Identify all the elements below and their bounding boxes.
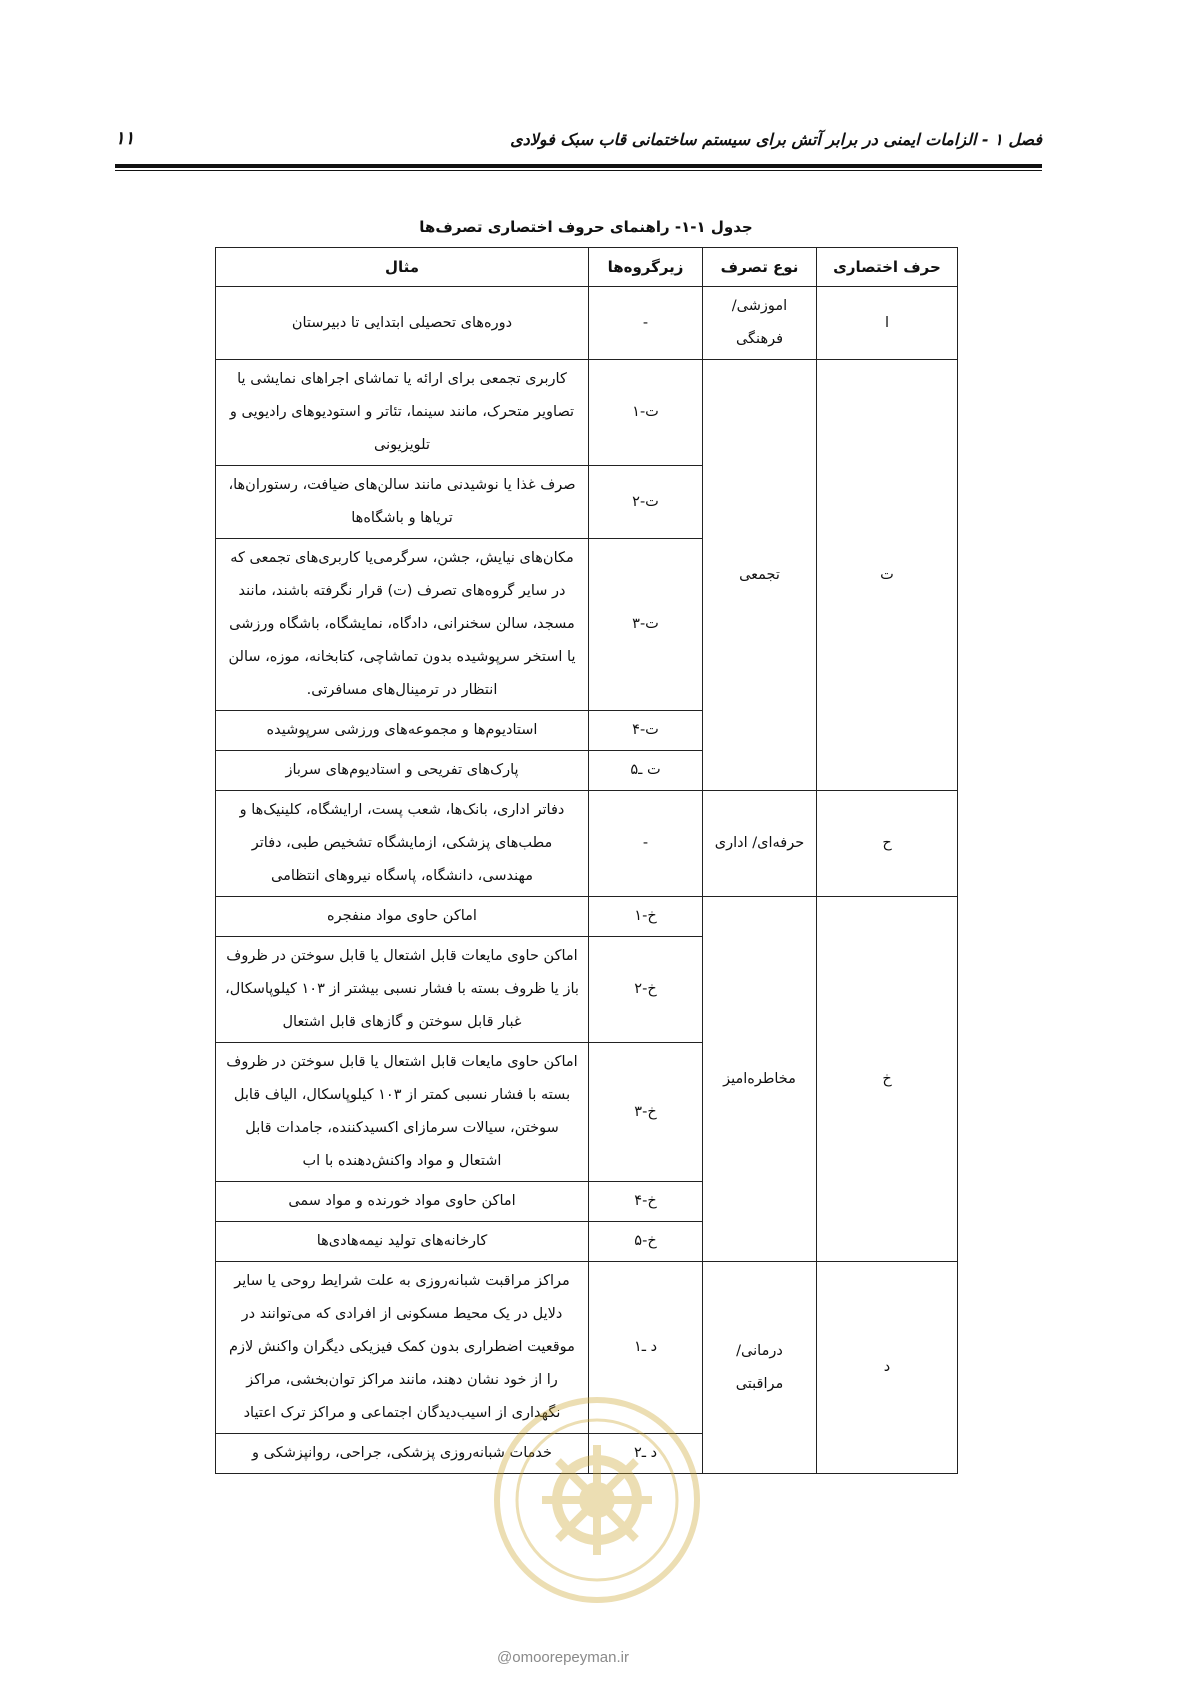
table-caption: جدول ۱-۱- راهنمای حروف اختصاری تصرف‌ها [419, 218, 753, 236]
group-type: حرفه‌ای/ اداری [703, 791, 817, 897]
column-header-letter: حرف اختصاری [817, 248, 958, 287]
example-cell: مکان‌های نیایش، جشن، سرگرمی‌یا کاربری‌های تجمعی که در سایر گروه‌های تصرف (ت) قرار نگرفته باشند، مانند مسجد، سالن سخنرانی، دادگاه، نمایشگاه، باشگاه ورزشی یا استخر سرپوشیده بدون تماشاچی، کتابخانه، موزه، سالن انتظار در ترمینال‌های مسافرتی. [216, 539, 589, 711]
subgroup-cell: خ-۴ [589, 1182, 703, 1222]
subgroup-cell: د ـ۱ [589, 1262, 703, 1434]
column-header-type: نوع تصرف [703, 248, 817, 287]
table-header-row [216, 248, 958, 287]
subgroup-cell: - [589, 791, 703, 897]
example-cell: پارک‌های تفریحی و استادیوم‌های سرباز [216, 751, 589, 791]
group-type: تجمعی [703, 360, 817, 791]
subgroup-cell: خ-۵ [589, 1222, 703, 1262]
example-cell: دوره‌های تحصیلی ابتدایی تا دبیرستان [216, 287, 589, 360]
column-header-example: مثال [216, 248, 589, 287]
example-cell: کاربری تجمعی برای ارائه یا تماشای اجراهای نمایشی یا تصاویر متحرک، مانند سینما، تئاتر و استودیوهای رادیویی و تلویزیونی [216, 360, 589, 466]
seal-watermark [492, 1395, 702, 1605]
subgroup-cell: خ-۳ [589, 1043, 703, 1182]
subgroup-cell: خ-۱ [589, 897, 703, 937]
page-header [115, 124, 1042, 154]
subgroup-cell: د ـ۲ [589, 1434, 703, 1474]
example-cell: استادیوم‌ها و مجموعه‌های ورزشی سرپوشیده [216, 711, 589, 751]
subgroup-cell: ت-۴ [589, 711, 703, 751]
subgroup-cell: ت ـ۵ [589, 751, 703, 791]
group-letter: ا [817, 287, 958, 360]
chapter-title: فصل ۱ - الزامات ایمنی در برابر آتش برای سیستم ساختمانی قاب سبک فولادی [510, 130, 1042, 149]
example-cell: مراکز مراقبت شبانه‌روزی به علت شرایط روحی یا سایر دلایل در یک محیط مسکونی از افرادی که می‌توانند در موقعیت اضطراری بدون کمک فیزیکی دیگران واکنش لازم را از خود نشان دهند، مانند مراکز توان‌بخشی، مراکز نگهداری از اسیب‌دیدگان اجتماعی و مراکز ترک اعتیاد [216, 1262, 589, 1434]
subgroup-cell: ت-۱ [589, 360, 703, 466]
subgroup-cell: ت-۲ [589, 466, 703, 539]
table-row [216, 287, 958, 360]
header-rule-thick [115, 164, 1042, 168]
header-rule-thin [115, 170, 1042, 171]
website-watermark: @omoorepeyman.ir [497, 1649, 629, 1666]
example-cell: اماکن حاوی مایعات قابل اشتعال یا قابل سوختن در ظروف باز یا ظروف بسته با فشار نسبی بیشتر از ۱۰۳ کیلوپاسکال، غبار قابل سوختن و گازهای قابل اشتعال [216, 937, 589, 1043]
group-letter: خ [817, 897, 958, 1262]
example-cell: کارخانه‌های تولید نیمه‌هادی‌ها [216, 1222, 589, 1262]
group-letter: د [817, 1262, 958, 1474]
subgroup-cell: خ-۲ [589, 937, 703, 1043]
occupancy-table [215, 247, 958, 1474]
column-header-subgroup: زیرگروه‌ها [589, 248, 703, 287]
table-row [216, 791, 958, 897]
table-row [216, 360, 958, 466]
subgroup-cell: - [589, 287, 703, 360]
group-letter: ت [817, 360, 958, 791]
example-cell: خدمات شبانه‌روزی پزشکی، جراحی، روانپزشکی و [216, 1434, 589, 1474]
group-type: مخاطره‌امیز [703, 897, 817, 1262]
table-row [216, 897, 958, 937]
group-type: درمانی/ مراقبتی [703, 1262, 817, 1474]
example-cell: دفاتر اداری، بانک‌ها، شعب پست، ارایشگاه، کلینیک‌ها و مطب‌های پزشکی، ازمایشگاه تشخیص طبی، دفاتر مهندسی، دانشگاه، پاسگاه نیروهای انتظامی [216, 791, 589, 897]
example-cell: اماکن حاوی مواد خورنده و مواد سمی [216, 1182, 589, 1222]
example-cell: اماکن حاوی مواد منفجره [216, 897, 589, 937]
page-number: ۱۱ [115, 128, 135, 149]
subgroup-cell: ت-۳ [589, 539, 703, 711]
group-letter: ح [817, 791, 958, 897]
example-cell: صرف غذا یا نوشیدنی مانند سالن‌های ضیافت، رستوران‌ها، تریاها و باشگاه‌ها [216, 466, 589, 539]
example-cell: اماکن حاوی مایعات قابل اشتعال یا قابل سوختن در ظروف بسته با فشار نسبی کمتر از ۱۰۳ کیلوپاسکال، الیاف قابل سوختن، سیالات سرمازای اکسیدکننده، جامدات قابل اشتعال و مواد واکنش‌دهنده با اب [216, 1043, 589, 1182]
group-type: اموزشی/ فرهنگی [703, 287, 817, 360]
